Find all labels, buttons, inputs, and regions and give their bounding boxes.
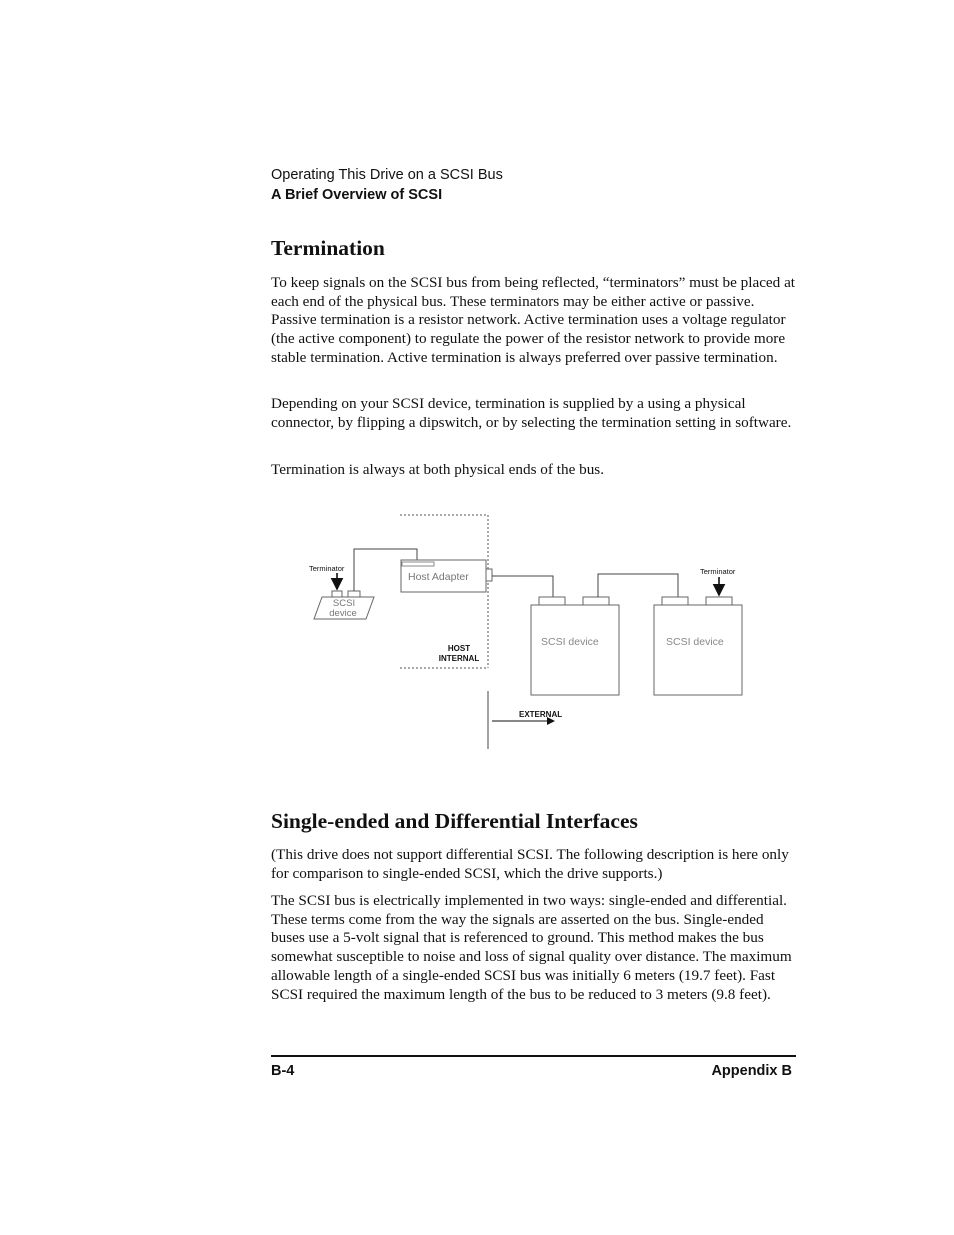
internal-device-line1: SCSI: [332, 598, 356, 609]
internal-scsi-device: [314, 591, 374, 619]
interfaces-heading: Single-ended and Differential Interfaces: [271, 809, 638, 833]
host-label-line2: INTERNAL: [438, 654, 480, 663]
footer-title: Appendix B: [711, 1063, 792, 1079]
external-label: EXTERNAL: [519, 710, 563, 719]
interfaces-paragraph-2: The SCSI bus is electrically implemented in two ways: single-ended and differential. These terms come from the way the signals are asserted on the bus. Single-ended buses use a 5-volt signal that is referenced to ground. This method makes the bus somewhat susceptible to noise and loss of signal quality over distance. The maximum allowable length of a single-ended SCSI bus was initially 6 meters (19.7 feet). Fast SCSI required the maximum length of the bus to be reduced to 3 meters (9.8 feet).: [271, 892, 792, 1003]
external-scsi-device-2: [654, 597, 742, 695]
external-scsi-device-1: [531, 597, 619, 695]
interfaces-paragraph-1: (This drive does not support differential SCSI. The following description is here only for comparison to single-ended SCSI, which the drive supports.): [271, 846, 789, 882]
external-cable-1: [492, 576, 553, 597]
internal-device-line2: device: [329, 608, 357, 619]
host-adapter-label: Host Adapter: [408, 571, 469, 583]
termination-paragraph-2: Depending on your SCSI device, termination is supplied by a using a physical connector, by flipping a dipswitch, or by selecting the termination setting in software.: [271, 395, 792, 431]
terminator-right-label: Terminator: [700, 567, 736, 576]
host-adapter: [401, 560, 492, 592]
external-device-1-label: SCSI device: [541, 636, 599, 648]
termination-paragraph-1: To keep signals on the SCSI bus from being reflected, “terminators” must be placed at each end of the physical bus. These terminators may be either active or passive. Passive termination is a resistor network. Active termination uses a voltage regulator (the active component) to regulate the power of the resistor network to provide more stable termination. Active termination is always preferred over passive termination.: [271, 274, 796, 366]
chapter-title: Operating This Drive on a SCSI Bus: [271, 167, 503, 183]
running-head: [271, 166, 801, 206]
external-device-2-label: SCSI device: [666, 636, 724, 648]
termination-heading: Termination: [271, 236, 385, 260]
external-cable-2: [598, 574, 678, 597]
section-title: A Brief Overview of SCSI: [271, 187, 443, 203]
termination-diagram: [288, 513, 748, 753]
terminator-left-label: Terminator: [309, 564, 345, 573]
termination-paragraph-3: Termination is always at both physical ends of the bus.: [271, 461, 604, 478]
footer-rule: [271, 1055, 796, 1057]
page-number: B-4: [271, 1063, 295, 1079]
host-label-line1: HOST: [447, 644, 471, 653]
